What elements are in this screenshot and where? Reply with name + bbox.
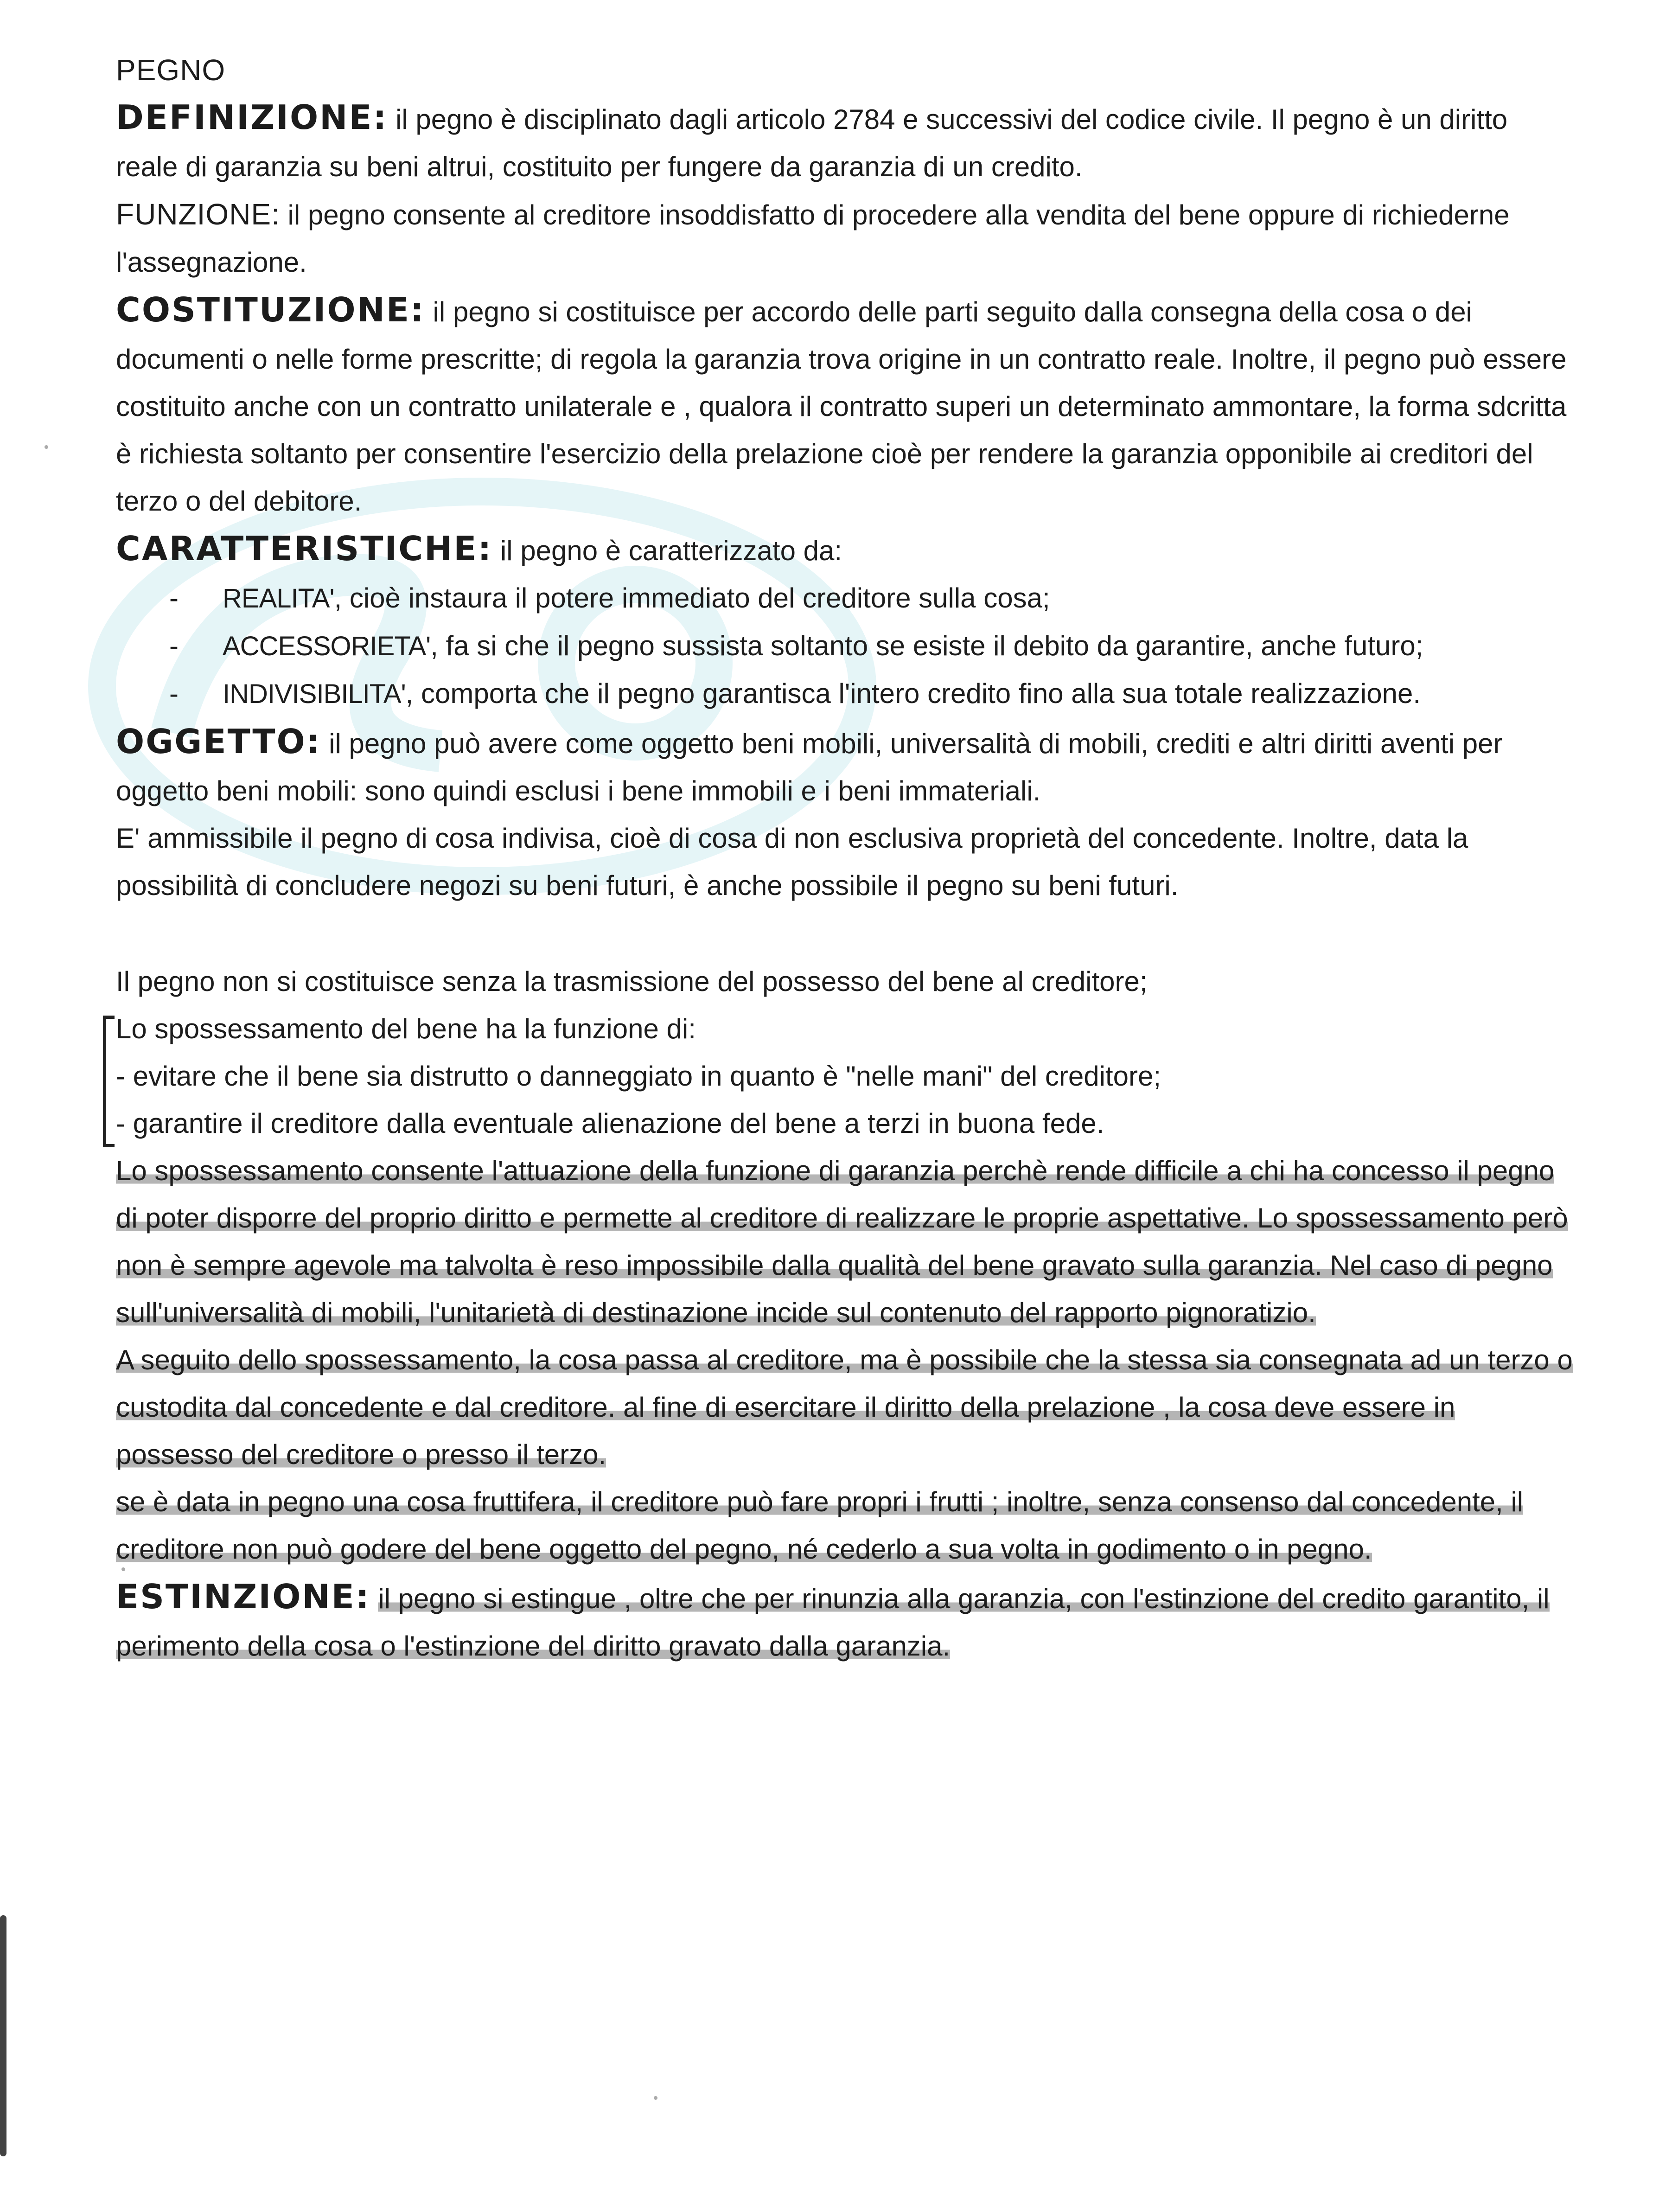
heading-caratteristiche: CARATTERISTICHE: bbox=[116, 529, 493, 568]
text-funzione: il pegno consente al creditore insoddisfatto di procedere alla vendita del bene oppure di richiederne l'assegnazione. bbox=[116, 199, 1510, 278]
heading-costituzione: COSTITUZIONE: bbox=[116, 290, 425, 329]
heading-estinzione: ESTINZIONE: bbox=[116, 1577, 370, 1616]
highlighted-text: A seguito dello spossessamento, la cosa passa al creditore, ma è possibile che la stessa sia consegnata ad un terzo o custodita dal concedente e dal creditore. al fine di esercitare il diritto della prelazione , la cosa deve essere in possesso del creditore o presso il terzo. bbox=[116, 1344, 1573, 1470]
list-item-text: , fa si che il pegno sussista soltanto se esiste il debito da garantire, anche futuro; bbox=[430, 630, 1423, 661]
spossessamento-paragraph-3 bbox=[116, 1478, 1576, 1573]
section-oggetto bbox=[116, 718, 1576, 815]
heading-definizione: DEFINIZIONE: bbox=[116, 98, 388, 137]
section-definizione bbox=[116, 94, 1576, 191]
list-item: - INDIVISIBILITA', comporta che il pegno garantisca l'intero credito fino alla sua totale realizzazione. bbox=[169, 678, 1421, 709]
text-costituzione: il pegno si costituisce per accordo delle parti seguito dalla consegna della cosa o dei documenti o nelle forme prescritte; di regola la garanzia trova origine in un contratto reale. Inoltre, il pegno può essere costituito anche con un contratto unilaterale e , qualora il contratto superi un determinato ammontare, la forma sdcritta è richiesta soltanto per consentire l'esercizio della prelazione cioè per rendere la garanzia opponibile ai creditori del terzo o del debitore. bbox=[116, 296, 1567, 517]
section-funzione bbox=[116, 191, 1576, 286]
list-item: - REALITA', cioè instaura il potere immediato del creditore sulla cosa; bbox=[169, 582, 1050, 614]
list-item-term: INDIVISIBILITA' bbox=[223, 679, 406, 709]
text-estinzione: il pegno si estingue , oltre che per rinunzia alla garanzia, con l'estinzione del credito garantito, il perimento della cosa o l'estinzione del diritto gravato dalla garanzia. bbox=[116, 1583, 1550, 1662]
text-definizione: il pegno è disciplinato dagli articolo 2784 e successivi del codice civile. Il pegno è un diritto reale di garanzia su beni altrui, costituito per fungere da garanzia di un credito. bbox=[116, 104, 1508, 182]
spossessamento-paragraph-2 bbox=[116, 1336, 1576, 1478]
highlighted-text: Lo spossessamento consente l'attuazione della funzione di garanzia perchè rende difficile a chi ha concesso il pegno di poter disporre del proprio diritto e permette al creditore di realizzare le proprie aspettative. Lo spossessamento però non è sempre agevole ma talvolta è reso impossibile dalla qualità del bene gravato sulla garanzia. Nel caso di pegno sull'universalità di mobili, l'unitarietà di destinazione incide sul contenuto del rapporto pignoratizio. bbox=[116, 1155, 1568, 1328]
spacer bbox=[116, 909, 1576, 958]
heading-funzione: FUNZIONE: bbox=[116, 198, 280, 231]
list-item-term: ACCESSORIETA' bbox=[223, 631, 431, 661]
caratteristiche-list bbox=[116, 575, 1576, 718]
scan-edge-mark bbox=[0, 1915, 6, 2156]
spossessamento-paragraph-1 bbox=[116, 1147, 1576, 1336]
scan-speck bbox=[45, 445, 48, 449]
spossessamento-intro: Il pegno non si costituisce senza la trasmissione del possesso del bene al creditore; bbox=[116, 966, 1148, 997]
text-oggetto: il pegno può avere come oggetto beni mobili, universalità di mobili, crediti e altri diritti aventi per oggetto beni mobili: sono quindi esclusi i bene immobili e i beni immateriali. bbox=[116, 728, 1503, 806]
list-item-text: , cioè instaura il potere immediato del creditore sulla cosa; bbox=[334, 582, 1050, 614]
document-body bbox=[116, 46, 1576, 1670]
section-costituzione bbox=[116, 286, 1576, 525]
spossessamento-line: - garantire il creditore dalla eventuale alienazione del bene a terzi in buona fede. bbox=[116, 1108, 1104, 1139]
section-caratteristiche bbox=[116, 525, 1576, 575]
spossessamento-functions bbox=[116, 1005, 1576, 1147]
hand-drawn-bracket bbox=[103, 1016, 115, 1147]
spossessamento-line: Lo spossessamento del bene ha la funzione di: bbox=[116, 1013, 696, 1044]
spossessamento-line: - evitare che il bene sia distrutto o danneggiato in quanto è "nelle mani" del creditore; bbox=[116, 1061, 1161, 1092]
page-title: PEGNO bbox=[116, 53, 226, 87]
text-oggetto-2: E' ammissibile il pegno di cosa indivisa, cioè di cosa di non esclusiva proprietà del concedente. Inoltre, data la possibilità di concludere negozi su beni futuri, è anche possibile il pegno su beni futuri. bbox=[116, 823, 1468, 901]
section-estinzione bbox=[116, 1573, 1576, 1670]
list-item-term: REALITA' bbox=[223, 583, 334, 614]
scan-speck bbox=[654, 2096, 657, 2100]
list-item-text: , comporta che il pegno garantisca l'intero credito fino alla sua totale realizzazione. bbox=[405, 678, 1421, 709]
text-caratteristiche: il pegno è caratterizzato da: bbox=[500, 535, 842, 566]
highlighted-text: se è data in pegno una cosa fruttifera, il creditore può fare propri i frutti ; inoltre, senza consenso dal concedente, il creditore non può godere del bene oggetto del pegno, né cederlo a sua volta in godimento o in pegno. bbox=[116, 1486, 1524, 1565]
heading-oggetto: OGGETTO: bbox=[116, 722, 321, 761]
list-item: - ACCESSORIETA', fa si che il pegno sussista soltanto se esiste il debito da garantire, anche futuro; bbox=[169, 630, 1423, 661]
